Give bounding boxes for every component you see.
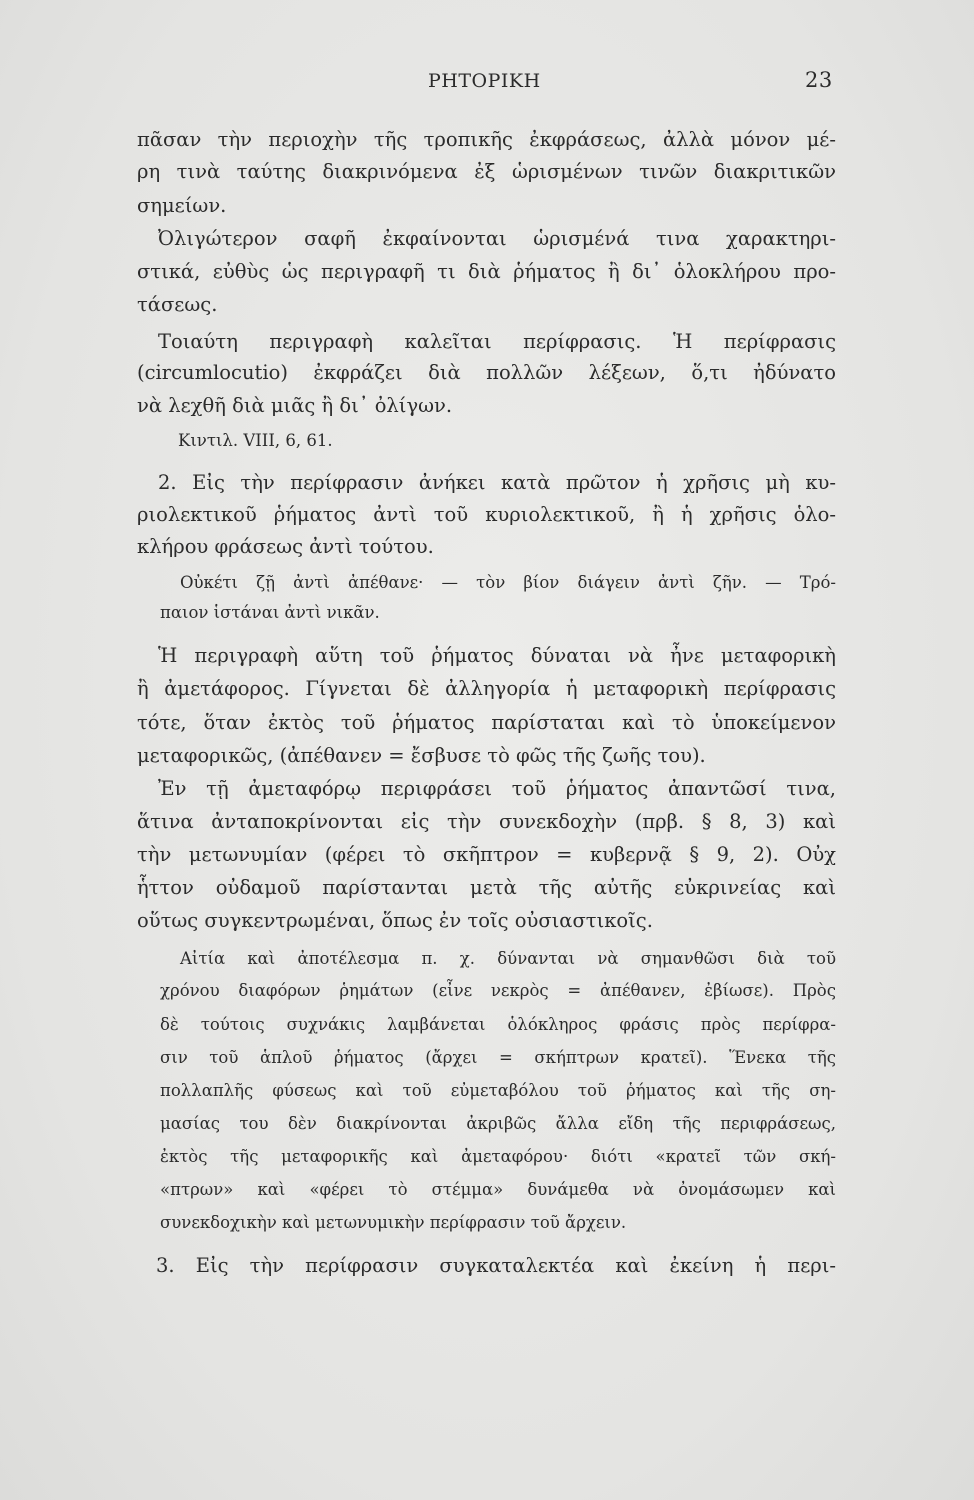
text-line: τὴν μετωνυμίαν (φέρει τὸ σκῆπτρον = κυβερνᾷ § 9, 2). Οὐχ: [137, 843, 836, 866]
running-header-title: ΡΗΤΟΡΙΚΗ: [428, 70, 541, 92]
text-line: πᾶσαν τὴν περιοχὴν τῆς τροπικῆς ἐκφράσεως, ἀλλὰ μόνον μέ-: [137, 128, 836, 151]
note-line: χρόνου διαφόρων ῥημάτων (εἶνε νεκρὸς = ἀπέθανεν, ἐβίωσε). Πρὸς: [160, 981, 836, 1000]
text-line: στικά, εὐθὺς ὡς περιγραφῆ τι διὰ ῥήματος ἢ δι᾽ ὁλοκλήρου προ-: [137, 260, 836, 283]
note-line: «πτρων» καὶ «φέρει τὸ στέμμα» δυνάμεθα νὰ ὀνομάσωμεν καὶ: [160, 1180, 836, 1199]
note-line: δὲ τούτοις συχνάκις λαμβάνεται ὁλόκληρος φράσις πρὸς περίφρα-: [160, 1015, 836, 1034]
text-line: Ἡ περιγραφὴ αὕτη τοῦ ῥήματος δύναται νὰ ἦνε μεταφορικὴ: [158, 644, 836, 667]
text-line: Τοιαύτη περιγραφὴ καλεῖται περίφρασις. Ἡ περίφρασις: [158, 330, 836, 353]
text-line: τάσεως.: [137, 293, 218, 316]
note-line: Αἰτία καὶ ἀποτέλεσμα π. χ. δύνανται νὰ σημανθῶσι διὰ τοῦ: [180, 949, 836, 968]
text-line: 3. Εἰς τὴν περίφρασιν συγκαταλεκτέα καὶ ἐκείνη ἡ περι-: [156, 1254, 836, 1277]
text-line: ρη τινὰ ταύτης διακρινόμενα ἐξ ὡρισμένων τινῶν διακριτικῶν: [137, 160, 836, 183]
note-line: πολλαπλῆς φύσεως καὶ τοῦ εὐμεταβόλου τοῦ ῥήματος καὶ τῆς ση-: [160, 1081, 836, 1100]
note-line: συνεκδοχικὴν καὶ μετωνυμικὴν περίφρασιν τοῦ ἄρχειν.: [160, 1213, 627, 1232]
text-line: κλήρου φράσεως ἀντὶ τούτου.: [137, 535, 434, 558]
text-line: Ὀλιγώτερον σαφῆ ἐκφαίνονται ὡρισμένά τινα χαρακτηρι-: [158, 227, 836, 250]
text-line: σημείων.: [137, 194, 227, 217]
citation: Κιντιλ. VIII, 6, 61.: [178, 431, 333, 450]
text-line: ριολεκτικοῦ ῥήματος ἀντὶ τοῦ κυριολεκτικοῦ, ἢ ἡ χρῆσις ὁλο-: [137, 503, 836, 526]
text-line: ἅτινα ἀνταποκρίνονται εἰς τὴν συνεκδοχὴν (πρβ. § 8, 3) καὶ: [137, 810, 836, 833]
note-line: σιν τοῦ ἁπλοῦ ῥήματος (ἄρχει = σκήπτρων κρατεῖ). Ἕνεκα τῆς: [160, 1048, 836, 1067]
example-line: Οὐκέτι ζῇ ἀντὶ ἀπέθανε· — τὸν βίον διάγειν ἀντὶ ζῆν. — Τρό-: [180, 573, 836, 592]
text-line: οὕτως συγκεντρωμέναι, ὅπως ἐν τοῖς οὐσιαστικοῖς.: [137, 909, 653, 932]
text-line: τότε, ὅταν ἐκτὸς τοῦ ῥήματος παρίσταται καὶ τὸ ὑποκείμενον: [137, 711, 836, 734]
text-line: μεταφορικῶς, (ἀπέθανεν = ἔσβυσε τὸ φῶς τῆς ζωῆς του).: [137, 744, 706, 767]
text-line: νὰ λεχθῆ διὰ μιᾶς ἢ δι᾽ ὀλίγων.: [137, 394, 453, 417]
text-line: ἧττον οὐδαμοῦ παρίστανται μετὰ τῆς αὐτῆς εὐκρινείας καὶ: [137, 876, 836, 899]
text-line: Ἐν τῇ ἀμεταφόρῳ περιφράσει τοῦ ῥήματος ἀπαντῶσί τινα,: [158, 777, 836, 800]
page-number: 23: [805, 68, 833, 92]
text-line: (circumlocutio) ἐκφράζει διὰ πολλῶν λέξεων, ὅ,τι ἠδύνατο: [137, 361, 836, 384]
example-line: παιον ἱστάναι ἀντὶ νικᾶν.: [160, 603, 380, 622]
note-line: ἐκτὸς τῆς μεταφορικῆς καὶ ἀμεταφόρου· διότι «κρατεῖ τῶν σκή-: [160, 1147, 836, 1166]
note-line: μασίας του δὲν διακρίνονται ἀκριβῶς ἄλλα εἴδη τῆς περιφράσεως,: [160, 1114, 836, 1133]
text-line: ἢ ἀμετάφορος. Γίγνεται δὲ ἀλληγορία ἡ μεταφορικὴ περίφρασις: [137, 677, 836, 700]
text-line: 2. Εἰς τὴν περίφρασιν ἀνήκει κατὰ πρῶτον ἡ χρῆσις μὴ κυ-: [158, 471, 836, 494]
